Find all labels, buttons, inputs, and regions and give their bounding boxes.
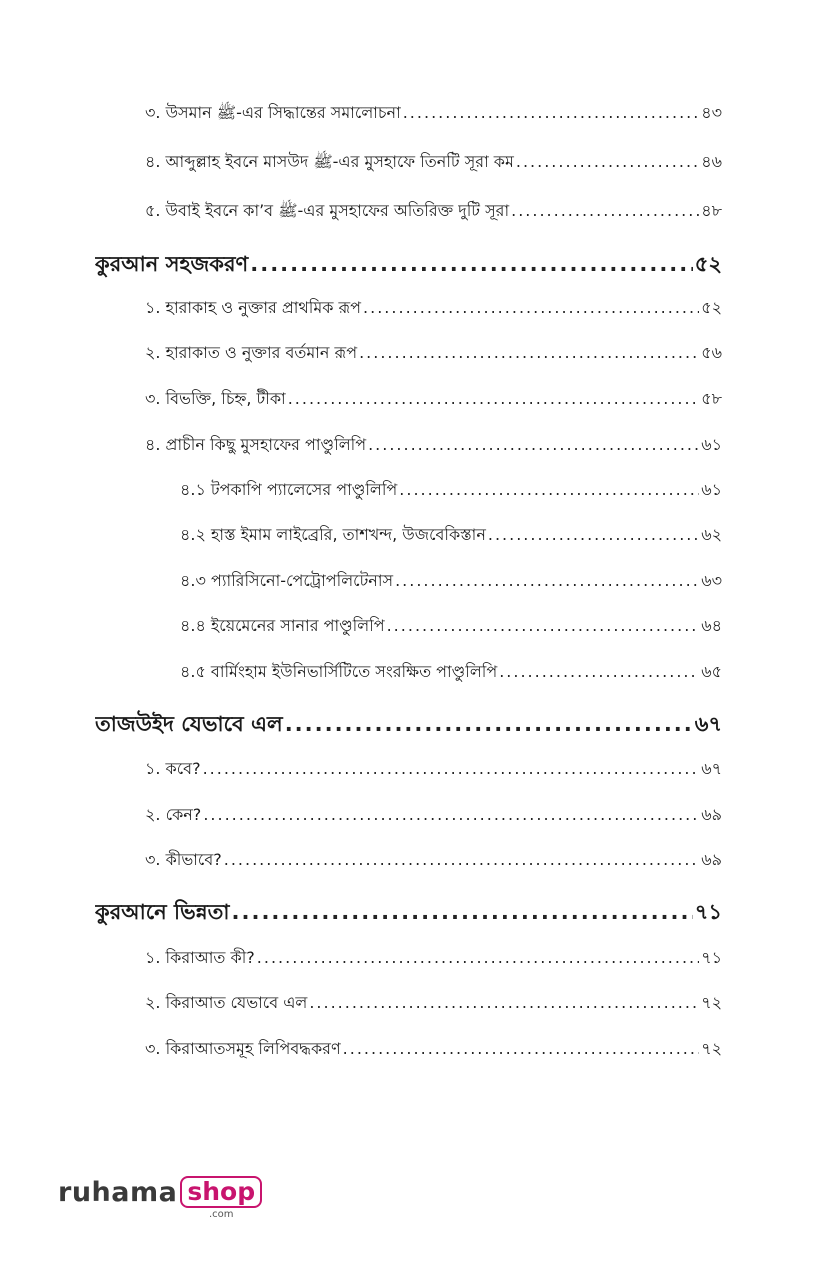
dot-leader <box>257 948 699 967</box>
toc-entry-page: ৪৩ <box>701 103 722 122</box>
toc-subentry[interactable] <box>180 613 722 640</box>
dot-leader <box>516 152 699 171</box>
toc-section-title: কুরআনে ভিন্নতা <box>95 900 230 924</box>
toc-entry[interactable] <box>145 1036 722 1063</box>
toc-entry-title: ৪.১ টপকাপি প্যালেসের পাণ্ডুলিপি <box>180 480 398 499</box>
toc-entry-title: ২. কেন? <box>145 805 202 824</box>
toc-entry-page: ৬১ <box>701 435 722 454</box>
dot-leader <box>232 900 693 924</box>
toc-subentry[interactable] <box>180 568 722 595</box>
toc-entry-page: ৫৬ <box>701 343 722 362</box>
toc-entry[interactable] <box>145 847 722 874</box>
dot-leader <box>368 435 699 454</box>
dot-leader <box>288 389 700 408</box>
dot-leader <box>203 805 699 824</box>
dot-leader <box>403 103 699 122</box>
toc-entry-title: ২. হারাকাত ও নুক্তার বর্তমান রূপ <box>145 343 358 362</box>
toc-subentry[interactable] <box>180 477 722 504</box>
toc-entry-page: ৭১ <box>701 948 722 967</box>
toc-entry-page: ৬৯ <box>701 805 722 824</box>
toc-entry-title: ৪.২ হাস্ত ইমাম লাইব্রেরি, তাশখন্দ, উজবেকিস্তান <box>180 525 486 544</box>
toc-entry-title: ৩. কিরাআতসমূহ লিপিবদ্ধকরণ <box>145 1039 341 1058</box>
toc-entry-title: ২. কিরাআত যেভাবে এল <box>145 993 308 1012</box>
toc-entry[interactable] <box>145 756 722 783</box>
toc-entry[interactable] <box>145 945 722 972</box>
toc-entry-title: ১. কিরাআত কী? <box>145 948 255 967</box>
toc-entry-title: ৩. কীভাবে? <box>145 850 222 869</box>
toc-entry-page: ৬৫ <box>701 662 722 681</box>
toc-entry[interactable] <box>145 386 722 413</box>
toc-entry[interactable] <box>145 432 722 459</box>
toc-section-heading[interactable] <box>95 708 722 743</box>
toc-entry-page: ৬৯ <box>701 850 722 869</box>
toc-entry-page: ৬১ <box>701 480 722 499</box>
toc-entry-title: ৪. আব্দুল্লাহ ইবনে মাসউদ ﷺ-এর মুসহাফে তিনটি সূরা কম <box>145 152 514 171</box>
toc-section-page: ৭১ <box>694 900 722 924</box>
toc-entry-title: ৩. উসমান ﷺ-এর সিদ্ধান্তের সমালোচনা <box>145 103 401 122</box>
toc-entry-title: ৪. প্রাচীন কিছু মুসহাফের পাণ্ডুলিপি <box>145 435 367 454</box>
dot-leader <box>363 298 699 317</box>
toc-section-page: ৫২ <box>694 252 722 276</box>
toc-entry-title: ১. কবে? <box>145 759 201 778</box>
dot-leader <box>488 525 699 544</box>
dot-leader <box>499 662 699 681</box>
dot-leader <box>359 343 699 362</box>
toc-section-title: কুরআন সহজকরণ <box>95 252 249 276</box>
toc-entry-page: ৬৪ <box>701 616 722 635</box>
toc-entry-title: ৪.৪ ইয়েমেনের সানার পাণ্ডুলিপি <box>180 616 385 635</box>
toc-entry-page: ৬২ <box>701 525 722 544</box>
dot-leader <box>395 571 699 590</box>
logo-name: ruhama <box>58 1177 178 1208</box>
toc-entry[interactable] <box>145 198 722 225</box>
dot-leader <box>399 480 699 499</box>
toc-entry-page: ৫২ <box>701 298 722 317</box>
logo-domain: .com <box>208 1209 234 1220</box>
logo-shop-badge <box>180 1176 262 1220</box>
toc-entry-title: ১. হারাকাহ ও নুক্তার প্রাথমিক রূপ <box>145 298 362 317</box>
toc-entry[interactable] <box>145 340 722 367</box>
toc-entry-page: ৬৭ <box>701 759 722 778</box>
dot-leader <box>203 759 700 778</box>
dot-leader <box>285 712 693 736</box>
toc-section-page: ৬৭ <box>694 712 722 736</box>
toc-entry-title: ৫. উবাই ইবনে কা’ব ﷺ-এর মুসহাফের অতিরিক্ত দুটি সূরা <box>145 201 510 220</box>
toc-entry-title: ৪.৫ বার্মিংহাম ইউনিভার্সিটিতে সংরক্ষিত পাণ্ডুলিপি <box>180 662 498 681</box>
toc-entry-page: ৪৬ <box>701 152 722 171</box>
toc-entry-page: ৬৩ <box>701 571 722 590</box>
toc-entry[interactable] <box>145 990 722 1017</box>
dot-leader <box>224 850 699 869</box>
toc-entry[interactable] <box>145 295 722 322</box>
dot-leader <box>511 201 699 220</box>
toc-entry-page: ৪৮ <box>701 201 722 220</box>
toc-entry-page: ৭২ <box>701 1039 722 1058</box>
ruhamashop-logo <box>58 1176 262 1220</box>
toc-subentry[interactable] <box>180 659 722 686</box>
toc-entry-page: ৭২ <box>701 993 722 1012</box>
toc-entry-title: ৪.৩ প্যারিসিনো-পেট্রোপলিটেনাস <box>180 571 394 590</box>
toc-section-heading[interactable] <box>95 896 722 931</box>
toc-entry-page: ৫৮ <box>701 389 722 408</box>
dot-leader <box>343 1039 700 1058</box>
toc-entry[interactable] <box>145 149 722 176</box>
toc-section-title: তাজউইদ যেভাবে এল <box>95 712 283 736</box>
toc-entry[interactable] <box>145 802 722 829</box>
dot-leader <box>309 993 699 1012</box>
toc-entry-title: ৩. বিভক্তি, চিহ্ন, টীকা <box>145 389 286 408</box>
dot-leader <box>387 616 700 635</box>
dot-leader <box>250 252 692 276</box>
toc-subentry[interactable] <box>180 522 722 549</box>
toc-entry[interactable] <box>145 100 722 127</box>
toc-section-heading[interactable] <box>95 248 722 283</box>
logo-shop-text: shop <box>180 1176 262 1208</box>
